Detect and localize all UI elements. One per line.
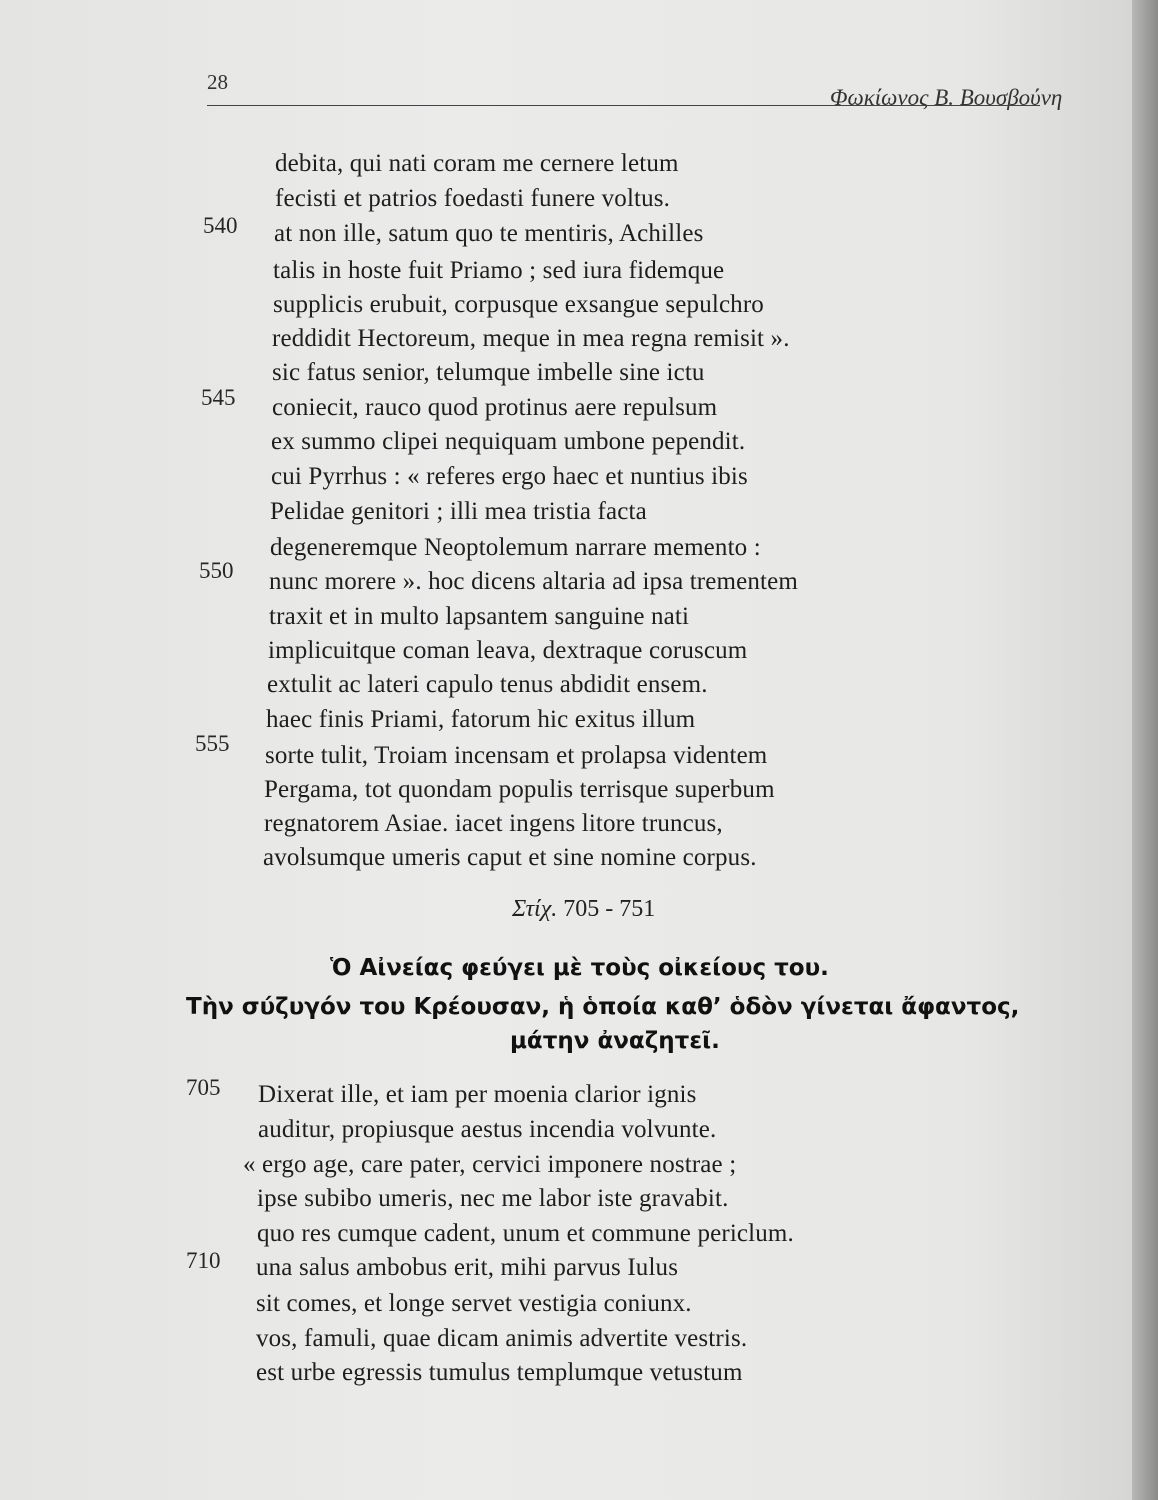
verse-number: 545: [201, 385, 236, 410]
greek-title-line: Τὴν σύζυγόν του Κρέουσαν, ἡ ὁποία καθ’ ὁδὸν γίνεται ἄφαντος,: [186, 994, 1020, 1020]
verse-line: una salus ambobus erit, mihi parvus Iulus: [256, 1254, 679, 1281]
section-reference: [512, 896, 655, 923]
verse-line: sic fatus senior, telumque imbelle sine ictu: [272, 359, 705, 386]
section-range: 705 - 751: [563, 896, 656, 922]
verse-line: talis in hoste fuit Priamo ; sed iura fidemque: [273, 257, 725, 284]
verse-line: fecisti et patrios foedasti funere voltus.: [275, 185, 671, 212]
verse-line: degeneremque Neoptolemum narrare memento :: [270, 534, 761, 561]
verse-line: implicuitque coman leava, dextraque coruscum: [268, 637, 748, 664]
verse-line: extulit ac lateri capulo tenus abdidit ensem.: [267, 671, 708, 698]
verse-line: regnatorem Asiae. iacet ingens litore truncus,: [264, 810, 723, 837]
verse-line: quo res cumque cadent, unum et commune periclum.: [257, 1220, 794, 1247]
verse-line: ex summo clipei nequiquam umbone pependit.: [271, 428, 746, 455]
verse-number: 540: [203, 213, 238, 238]
verse-line: at non ille, satum quo te mentiris, Achilles: [274, 220, 704, 247]
section-abbr: Στίχ.: [512, 896, 558, 922]
verse-line: sit comes, et longe servet vestigia coniunx.: [256, 1290, 692, 1317]
running-head: Φωκίωνος Β. Βουσβούνη: [830, 85, 1063, 110]
greek-title-line: μάτην ἀναζητεῖ.: [510, 1028, 720, 1054]
verse-line: est urbe egressis tumulus templumque vetustum: [256, 1359, 743, 1386]
verse-line: traxit et in multo lapsantem sanguine nati: [269, 603, 690, 630]
verse-line: cui Pyrrhus : « referes ergo haec et nuntius ibis: [271, 463, 748, 490]
page-number: 28: [207, 70, 228, 94]
verse-line: ipse subibo umeris, nec me labor iste gravabit.: [257, 1185, 729, 1212]
verse-number: 555: [195, 731, 230, 756]
verse-line: « ergo age, care pater, cervici imponere nostrae ;: [243, 1151, 737, 1178]
verse-number: 705: [186, 1075, 221, 1100]
verse-number: 710: [186, 1248, 221, 1273]
verse-number: 550: [199, 558, 234, 583]
header-rule: [207, 105, 1040, 106]
verse-line: haec finis Priami, fatorum hic exitus illum: [266, 706, 696, 733]
verse-line: debita, qui nati coram me cernere letum: [275, 150, 679, 177]
verse-line: avolsumque umeris caput et sine nomine corpus.: [263, 844, 757, 871]
verse-line: vos, famuli, quae dicam animis advertite vestris.: [256, 1325, 748, 1352]
verse-line: Dixerat ille, et iam per moenia clarior ignis: [258, 1081, 697, 1108]
verse-line: supplicis erubuit, corpusque exsangue sepulchro: [273, 291, 764, 318]
page-edge-shadow: [1132, 0, 1158, 1500]
verse-line: auditur, propiusque aestus incendia volvunte.: [258, 1116, 717, 1143]
verse-line: coniecit, rauco quod protinus aere repulsum: [272, 394, 718, 421]
greek-title-line: Ὁ Αἰνείας φεύγει μὲ τοὺς οἰκείους του.: [330, 955, 829, 981]
verse-line: Pergama, tot quondam populis terrisque superbum: [264, 776, 775, 803]
verse-line: sorte tulit, Troiam incensam et prolapsa videntem: [265, 742, 768, 769]
verse-line: nunc morere ». hoc dicens altaria ad ipsa trementem: [269, 568, 798, 595]
verse-line: Pelidae genitori ; illi mea tristia facta: [270, 498, 647, 525]
verse-line: reddidit Hectoreum, meque in mea regna remisit ».: [272, 325, 790, 352]
